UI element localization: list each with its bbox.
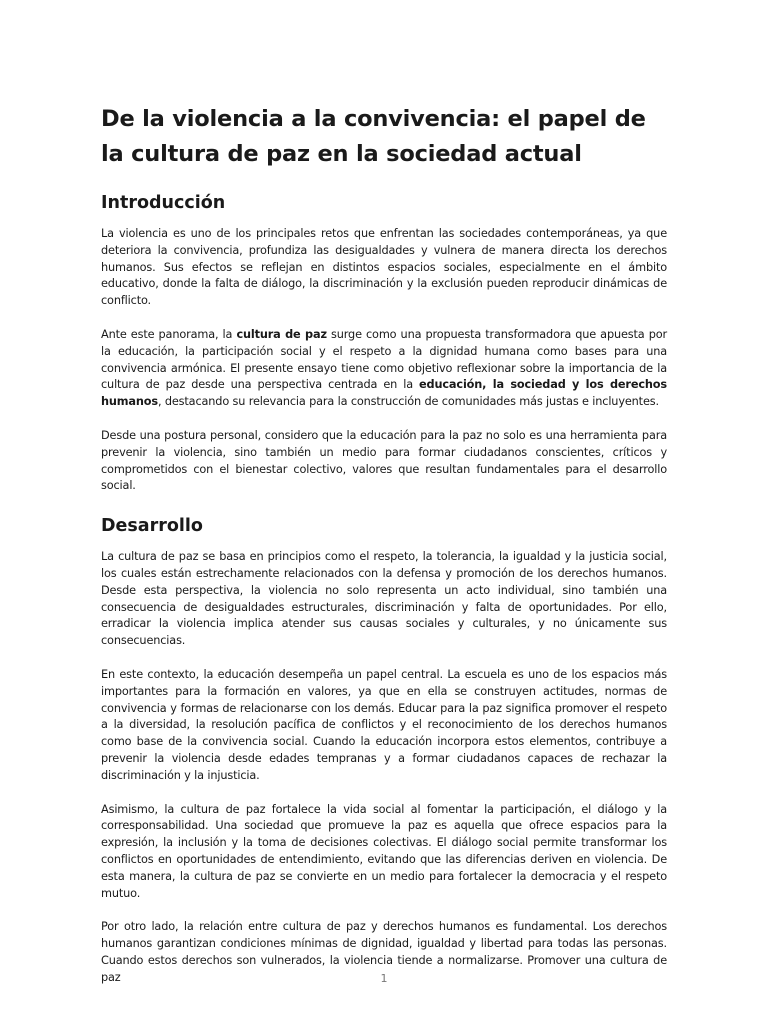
text-run: surge como una propuesta transformadora que apuesta por la educación, la participación social y el respeto a la dignidad humana como bases para una convivencia armónica. El presente ensayo tiene como objetivo reflexionar sobre la importancia de la cultura de paz desde una perspectiva centrada en la	[101, 327, 667, 392]
section-heading-introduccion: Introducción	[101, 193, 226, 213]
intro-paragraph-3: Desde una postura personal, considero que la educación para la paz no solo es una herramienta para prevenir la violencia, sino también un medio para formar ciudadanos conscientes, críticos y comprometidos con el bienestar colectivo, valores que resultan fundamentales para el desarrollo social.	[101, 428, 667, 493]
bold-text-run: cultura de paz	[236, 327, 327, 341]
document-title: De la violencia a la convivencia: el papel de la cultura de paz en la sociedad actual	[101, 106, 646, 167]
intro-paragraph-2	[101, 327, 667, 411]
intro-paragraph-1: La violencia es uno de los principales retos que enfrentan las sociedades contemporáneas, ya que deteriora la convivencia, profundiza las desigualdades y vulnera de manera directa los derechos humanos. Sus efectos se reflejan en distintos espacios sociales, especialmente en el ámbito educativo, donde la falta de diálogo, la discriminación y la exclusión pueden reproducir dinámicas de conflicto.	[101, 227, 667, 308]
text-run: , destacando su relevancia para la construcción de comunidades más justas e incluyentes.	[157, 395, 659, 409]
bold-text-run: educación, la sociedad y los derechos humanos	[101, 378, 667, 409]
page-number: 1	[380, 972, 388, 985]
desarrollo-paragraph-1: La cultura de paz se basa en principios como el respeto, la tolerancia, la igualdad y la justicia social, los cuales están estrechamente relacionados con la defensa y promoción de los derechos humanos. Desde esta perspectiva, la violencia no solo representa un acto individual, sino también una consecuencia de desigualdades estructurales, discriminación y falta de oportunidades. Por ello, erradicar la violencia implica atender sus causas sociales y culturales, y no únicamente sus consecuencias.	[101, 550, 667, 648]
desarrollo-paragraph-4: Por otro lado, la relación entre cultura de paz y derechos humanos es fundamental. Los derechos humanos garantizan condiciones mínimas de dignidad, igualdad y libertad para todas las personas. Cuando estos derechos son vulnerados, la violencia tiende a normalizarse. Promover una cultura de paz	[101, 920, 667, 984]
desarrollo-paragraph-2: En este contexto, la educación desempeña un papel central. La escuela es uno de los espacios más importantes para la formación en valores, ya que en ella se construyen actitudes, normas de convivencia y formas de relacionarse con los demás. Educar para la paz significa promover el respeto a la diversidad, la resolución pacífica de conflictos y el reconocimiento de los derechos humanos como base de la convivencia social. Cuando la educación incorpora estos elementos, contribuye a prevenir la violencia desde edades tempranas y a formar ciudadanos capaces de rechazar la discriminación y la injusticia.	[101, 667, 667, 782]
text-run: Ante este panorama, la	[101, 327, 237, 341]
document-page	[101, 102, 667, 1003]
desarrollo-paragraph-3: Asimismo, la cultura de paz fortalece la vida social al fomentar la participación, el diálogo y la corresponsabilidad. Una sociedad que promueve la paz es aquella que ofrece espacios para la expresión, la inclusión y la toma de decisiones colectivas. El diálogo social permite transformar los conflictos en oportunidades de entendimiento, evitando que las diferencias deriven en violencia. De esta manera, la cultura de paz se convierte en un medio para fortalecer la democracia y el respeto mutuo.	[101, 802, 667, 900]
section-heading-desarrollo: Desarrollo	[101, 516, 203, 537]
